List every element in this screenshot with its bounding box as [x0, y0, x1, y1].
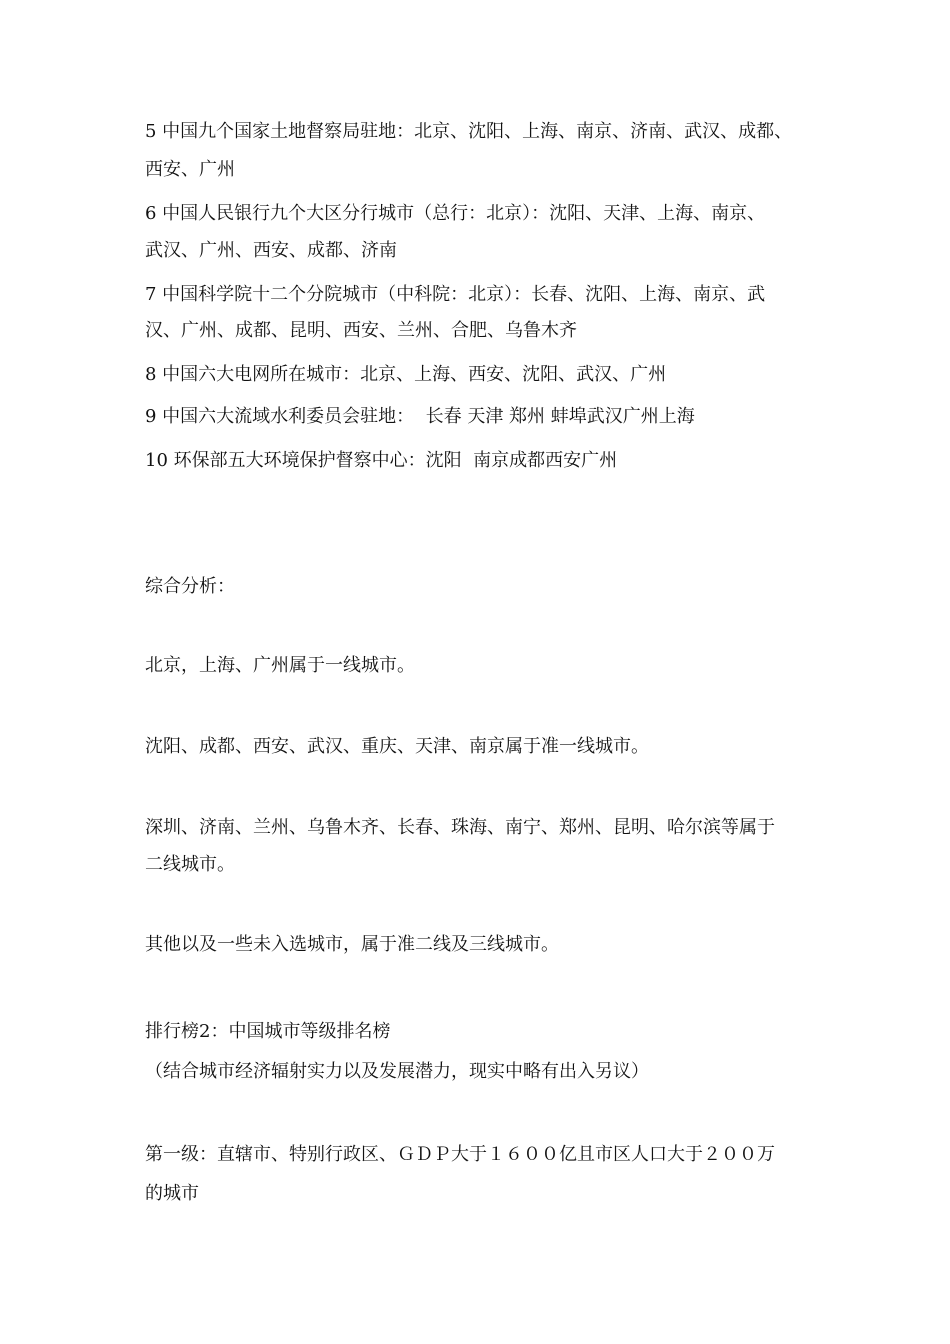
- ranking-level-1-line-2: 的城市: [145, 1183, 199, 1204]
- analysis-tier-2-line-2: 二线城市。: [145, 854, 235, 875]
- analysis-tier-1: 北京，上海、广州属于一线城市。: [145, 655, 415, 676]
- ranking-title: 排行榜2：中国城市等级排名榜: [145, 1021, 391, 1042]
- list-item-7-line-2: 汉、广州、成都、昆明、西安、兰州、合肥、乌鲁木齐: [145, 320, 577, 341]
- list-item-5-line-1: 5 中国九个国家土地督察局驻地：北京、沈阳、上海、南京、济南、武汉、成都、: [145, 121, 793, 142]
- list-item-8: 8 中国六大电网所在城市：北京、上海、西安、沈阳、武汉、广州: [145, 364, 667, 385]
- list-item-6-line-1: 6 中国人民银行九个大区分行城市（总行：北京）：沈阳、天津、上海、南京、: [145, 203, 766, 224]
- ranking-level-1-line-1: 第一级：直辖市、特别行政区、ＧＤＰ大于１６００亿且市区人口大于２００万: [145, 1144, 775, 1165]
- list-item-7-line-1: 7 中国科学院十二个分院城市（中科院：北京）：长春、沈阳、上海、南京、武: [145, 284, 766, 305]
- analysis-tier-2-line-1: 深圳、济南、兰州、乌鲁木齐、长春、珠海、南宁、郑州、昆明、哈尔滨等属于: [145, 817, 775, 838]
- list-item-6-line-2: 武汉、广州、西安、成都、济南: [145, 240, 397, 261]
- analysis-tier-1-prep: 沈阳、成都、西安、武汉、重庆、天津、南京属于准一线城市。: [145, 736, 649, 757]
- ranking-note: （结合城市经济辐射实力以及发展潜力，现实中略有出入另议）: [145, 1061, 649, 1082]
- analysis-heading: 综合分析：: [145, 576, 235, 597]
- analysis-others: 其他以及一些未入选城市，属于准二线及三线城市。: [145, 934, 559, 955]
- list-item-5-line-2: 西安、广州: [145, 159, 235, 180]
- list-item-10: 10 环保部五大环境保护督察中心：沈阳 南京成都西安广州: [145, 450, 618, 471]
- list-item-9: 9 中国六大流域水利委员会驻地： 长春 天津 郑州 蚌埠武汉广州上海: [145, 406, 695, 427]
